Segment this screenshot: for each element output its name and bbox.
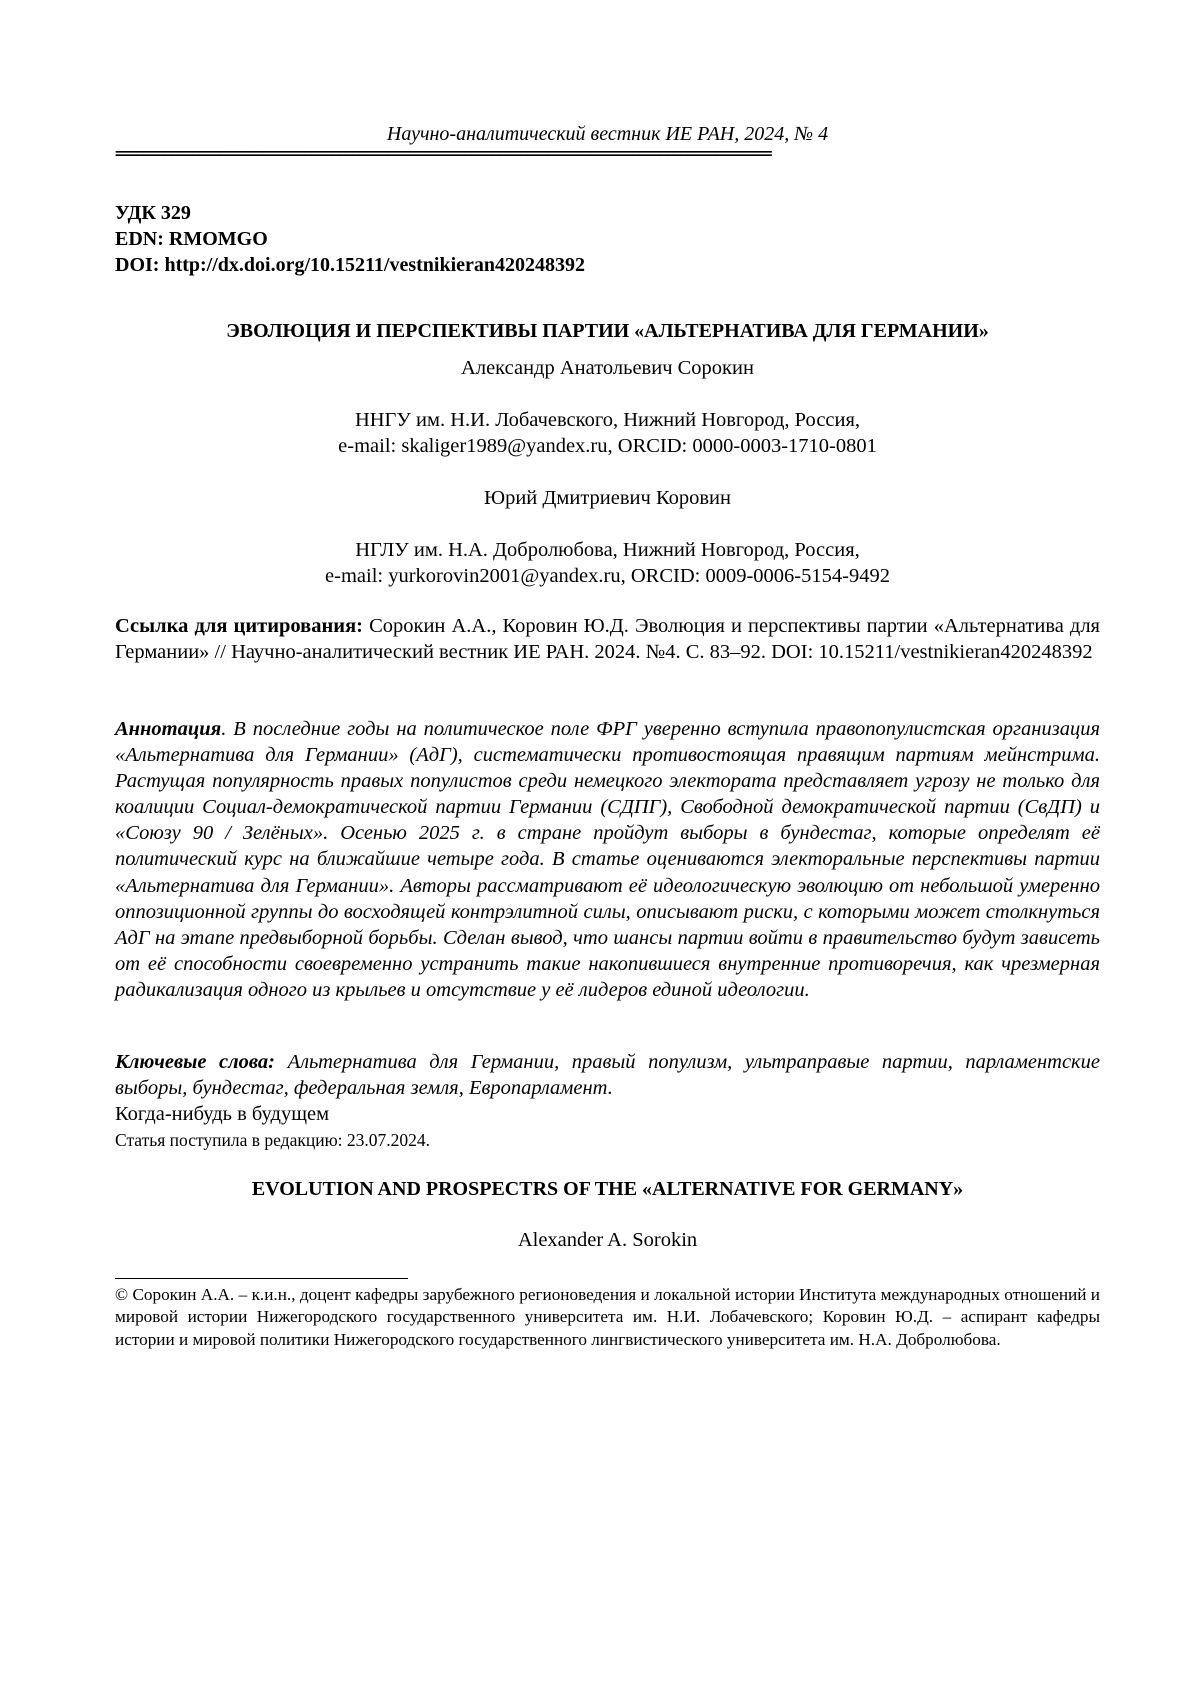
article-title-en: EVOLUTION AND PROSPECTRS OF THE «ALTERNATIVE FOR GERMANY» (251, 1178, 964, 1200)
author-1-name: Александр Анатольевич Сорокин (461, 357, 754, 379)
abstract-label: Аннотация (115, 718, 222, 740)
author-2-name: Юрий Дмитриевич Коровин (484, 487, 731, 509)
author-2-contact: e-mail: yurkorovin2001@yandex.ru, ORCID: 0009-0006-5154-9492 (325, 565, 890, 587)
author-1-contact: e-mail: skaliger1989@yandex.ru, ORCID: 0000-0003-1710-0801 (338, 435, 877, 457)
edn-code: EDN: RMOMGO (115, 228, 268, 250)
header-rule: ============================================================================================== (115, 148, 771, 160)
citation-text: Сорокин А.А., Коровин Ю.Д. Эволюция и перспективы партии «Альтернатива для Германии» // Научно-аналитический вестник ИЕ РАН. 2024. №4. С. 83–92. DOI: 10.15211/vestnikieran420248392 (115, 615, 1100, 663)
footnote-separator (115, 1278, 408, 1279)
keywords-label: Ключевые слова: (115, 1051, 275, 1073)
author-en-name: Alexander A. Sorokin (517, 1229, 698, 1251)
udk-code: УДК 329 (115, 202, 191, 224)
author-1-affiliation: ННГУ им. Н.И. Лобачевского, Нижний Новгород, Россия, (354, 409, 861, 431)
received-date: Статья поступила в редакцию: 23.07.2024. (115, 1130, 431, 1150)
article-title-ru: ЭВОЛЮЦИЯ И ПЕРСПЕКТИВЫ ПАРТИИ «АЛЬТЕРНАТИВА ДЛЯ ГЕРМАНИИ» (226, 320, 989, 342)
abstract-text: . В последние годы на политическое поле ФРГ уверенно вступила правопопулистская организация «Альтернатива для Германии» (АдГ), систематически противостоящая правящим партиям мейнстрима. Растущая популярность правых популистов среди немецкого электората представляет угрозу не только для коалиции Социал-демократической партии Германии (СДПГ), Свободной демократической партии (СвДП) и «Союзу 90 / Зелёных». Осенью 2025 г. в стране пройдут выборы в бундестаг, которые определят её политический курс на ближайшие четыре года. В статье оцениваются электоральные перспективы партии «Альтернатива для Германии». Авторы рассматривают её идеологическую эволюцию от небольшой умеренно оппозиционной группы до восходящей контрэлитной силы, описывают риски, с которыми может столкнуться АдГ на этапе предвыборной борьбы. Сделан вывод, что шансы партии войти в правительство будут зависеть от её способности своевременно устранить такие накопившиеся внутренние противоречия, как чрезмерная радикализация одного из крыльев и отсутствие у её лидеров единой идеологии. (115, 718, 1100, 1001)
note-line: Когда-нибудь в будущем (115, 1103, 330, 1125)
citation-label: Ссылка для цитирования: (115, 615, 364, 637)
keywords-text: Альтернатива для Германии, правый популизм, ультраправые партии, парламентские выборы, бундестаг, федеральная земля, Европарламент. (115, 1051, 1100, 1099)
abstract-block (115, 716, 1100, 1003)
article-identifiers (115, 200, 585, 278)
keywords-block (115, 1049, 1100, 1101)
doi-link[interactable]: DOI: http://dx.doi.org/10.15211/vestnikieran420248392 (115, 254, 586, 276)
running-header: Научно-аналитический вестник ИЕ РАН, 2024, № 4 (386, 123, 829, 145)
footnote: © Сорокин А.А. – к.и.н., доцент кафедры зарубежного регионоведения и локальной истории Института международных отношений и мировой истории Нижегородского государственного университета им. Н.И. Лобачевского; Коровин Ю.Д. – аспирант кафедры истории и мировой политики Нижегородского государственного лингвистического университета им. Н.А. Добролюбова. (115, 1285, 1100, 1349)
citation-block (115, 613, 1100, 665)
author-2-affiliation: НГЛУ им. Н.А. Добролюбова, Нижний Новгород, Россия, (355, 539, 860, 561)
